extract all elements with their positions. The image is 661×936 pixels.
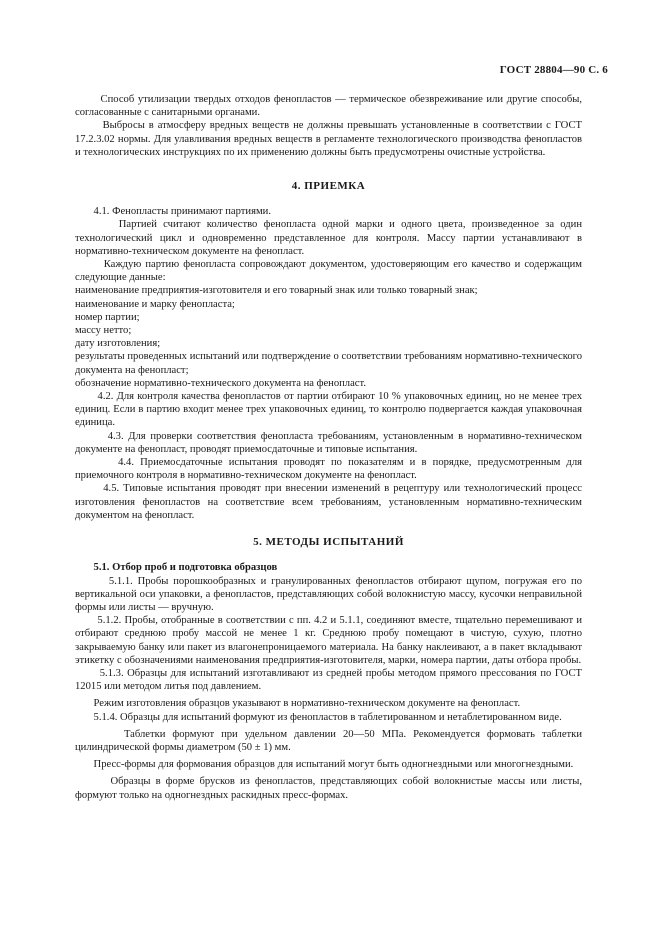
paragraph: Пресс-формы для формования образцов для испытаний могут быть одногнездными или многогнездными. (93, 759, 574, 771)
page-header: ГОСТ 28804—90 С. 6 (499, 64, 608, 76)
paragraph: 5.1.2. Пробы, отобранные в соответствии с пп. 4.2 и 5.1.1, соединяют вместе, тщательно перемешивают и отбирают среднюю пробу массой не менее 1 кг. Среднюю пробу помещают в чистую, сухую, плотно закрываемую банку или пакет из влагонепроницаемого материала. На банку наклеивают, а в пакет вкладывают этикетку с обозначениями наименования предприятия-изготовителя, марки, номера партии, даты отбора пробы. (75, 615, 583, 666)
paragraph: Каждую партию фенопласта сопровождают документом, удостоверяющим его качество и содержащим следующие данные: (75, 259, 582, 284)
paragraph: 4.2. Для контроля качества фенопластов от партии отбирают 10 % упаковочных единиц, но не менее трех единиц. Если в партию входит менее трех упаковочных единиц, то контролю подвергается каждая упаковочная единица. (75, 391, 582, 429)
paragraph: 4.3. Для проверки соответствия фенопласта требованиям, установленным в нормативно-техническом документе на фенопласт, проводят приемосдаточные и типовые испытания. (75, 430, 582, 455)
paragraph: 5.1.1. Пробы порошкообразных и гранулированных фенопластов отбирают щупом, погружая его по вертикальной оси упаковки, а фенопластов, представляющих собой волокнистую массу, кусочки неправильной формы или листы — вручную. (75, 575, 582, 613)
paragraph: Способ утилизации твердых отходов фенопластов — термическое обезвреживание или другие способы, согласованные с санитарными органами. (75, 94, 582, 119)
list-item: обозначение нормативно-технического документа на фенопласт. (75, 377, 366, 389)
paragraph: Партией считают количество фенопласта одной марки и одного цвета, произведенное за один технологический цикл и одновременно представленное для контроля. Массу партии устанавливают в нормативно-техническом документе на фенопласт. (75, 219, 583, 257)
section-4-title: 4. ПРИЕМКА (291, 180, 366, 193)
list-item: наименование предприятия-изготовителя и его товарный знак или только товарный знак; (75, 285, 478, 297)
page-content (75, 93, 582, 802)
paragraph: 5.1.3. Образцы для испытаний изготавливают из средней пробы методом прямого прессования по ГОСТ 12015 или методом литья под давлением. (75, 667, 582, 693)
section-5-title: 5. МЕТОДЫ ИСПЫТАНИЙ (253, 536, 404, 549)
paragraph: Режим изготовления образцов указывают в нормативно-техническом документе на фенопласт. (93, 698, 521, 710)
paragraph: 4.5. Типовые испытания проводят при внесении изменений в рецептуру или технологический процесс изготовления фенопластов на соответствие всем требованиям, установленным нормативно-техническим документом на фенопласт. (75, 483, 582, 521)
subsection-title: 5.1. Отбор проб и подготовка образцов (93, 562, 278, 574)
paragraph: 4.4. Приемосдаточные испытания проводят по показателям и в порядке, предусмотренным для приемочного контроля в нормативно-техническом документе на фенопласт. (75, 457, 582, 482)
list-item: наименование и марку фенопласта; (75, 298, 235, 310)
list-item: номер партии; (75, 311, 140, 323)
list-item: массу нетто; (75, 325, 132, 337)
list-item: результаты проведенных испытаний или подтверждение о соответствии требованиям нормативно-технического документа на фенопласт; (75, 351, 582, 376)
paragraph: Образцы в форме брусков из фенопластов, представляющих собой волокнистые массы или листы, формуют только на одногнездных раскидных пресс-формах. (75, 776, 582, 801)
paragraph: Выбросы в атмосферу вредных веществ не должны превышать установленные в соответствии с ГОСТ 17.2.3.02 нормы. Для улавливания вредных веществ в регламенте технологического производства фенопластов и технологических инструкциях по их применению должны быть предусмотрены очистные устройства. (75, 120, 582, 158)
paragraph: Таблетки формуют при удельном давлении 20—50 МПа. Рекомендуется формовать таблетки цилиндрической формы диаметром (50 ± 1) мм. (75, 728, 582, 753)
paragraph: 5.1.4. Образцы для испытаний формуют из фенопластов в таблетированном и нетаблетированном виде. (93, 711, 562, 723)
list-item: дату изготовления; (75, 338, 161, 350)
paragraph: 4.1. Фенопласты принимают партиями. (93, 206, 271, 218)
